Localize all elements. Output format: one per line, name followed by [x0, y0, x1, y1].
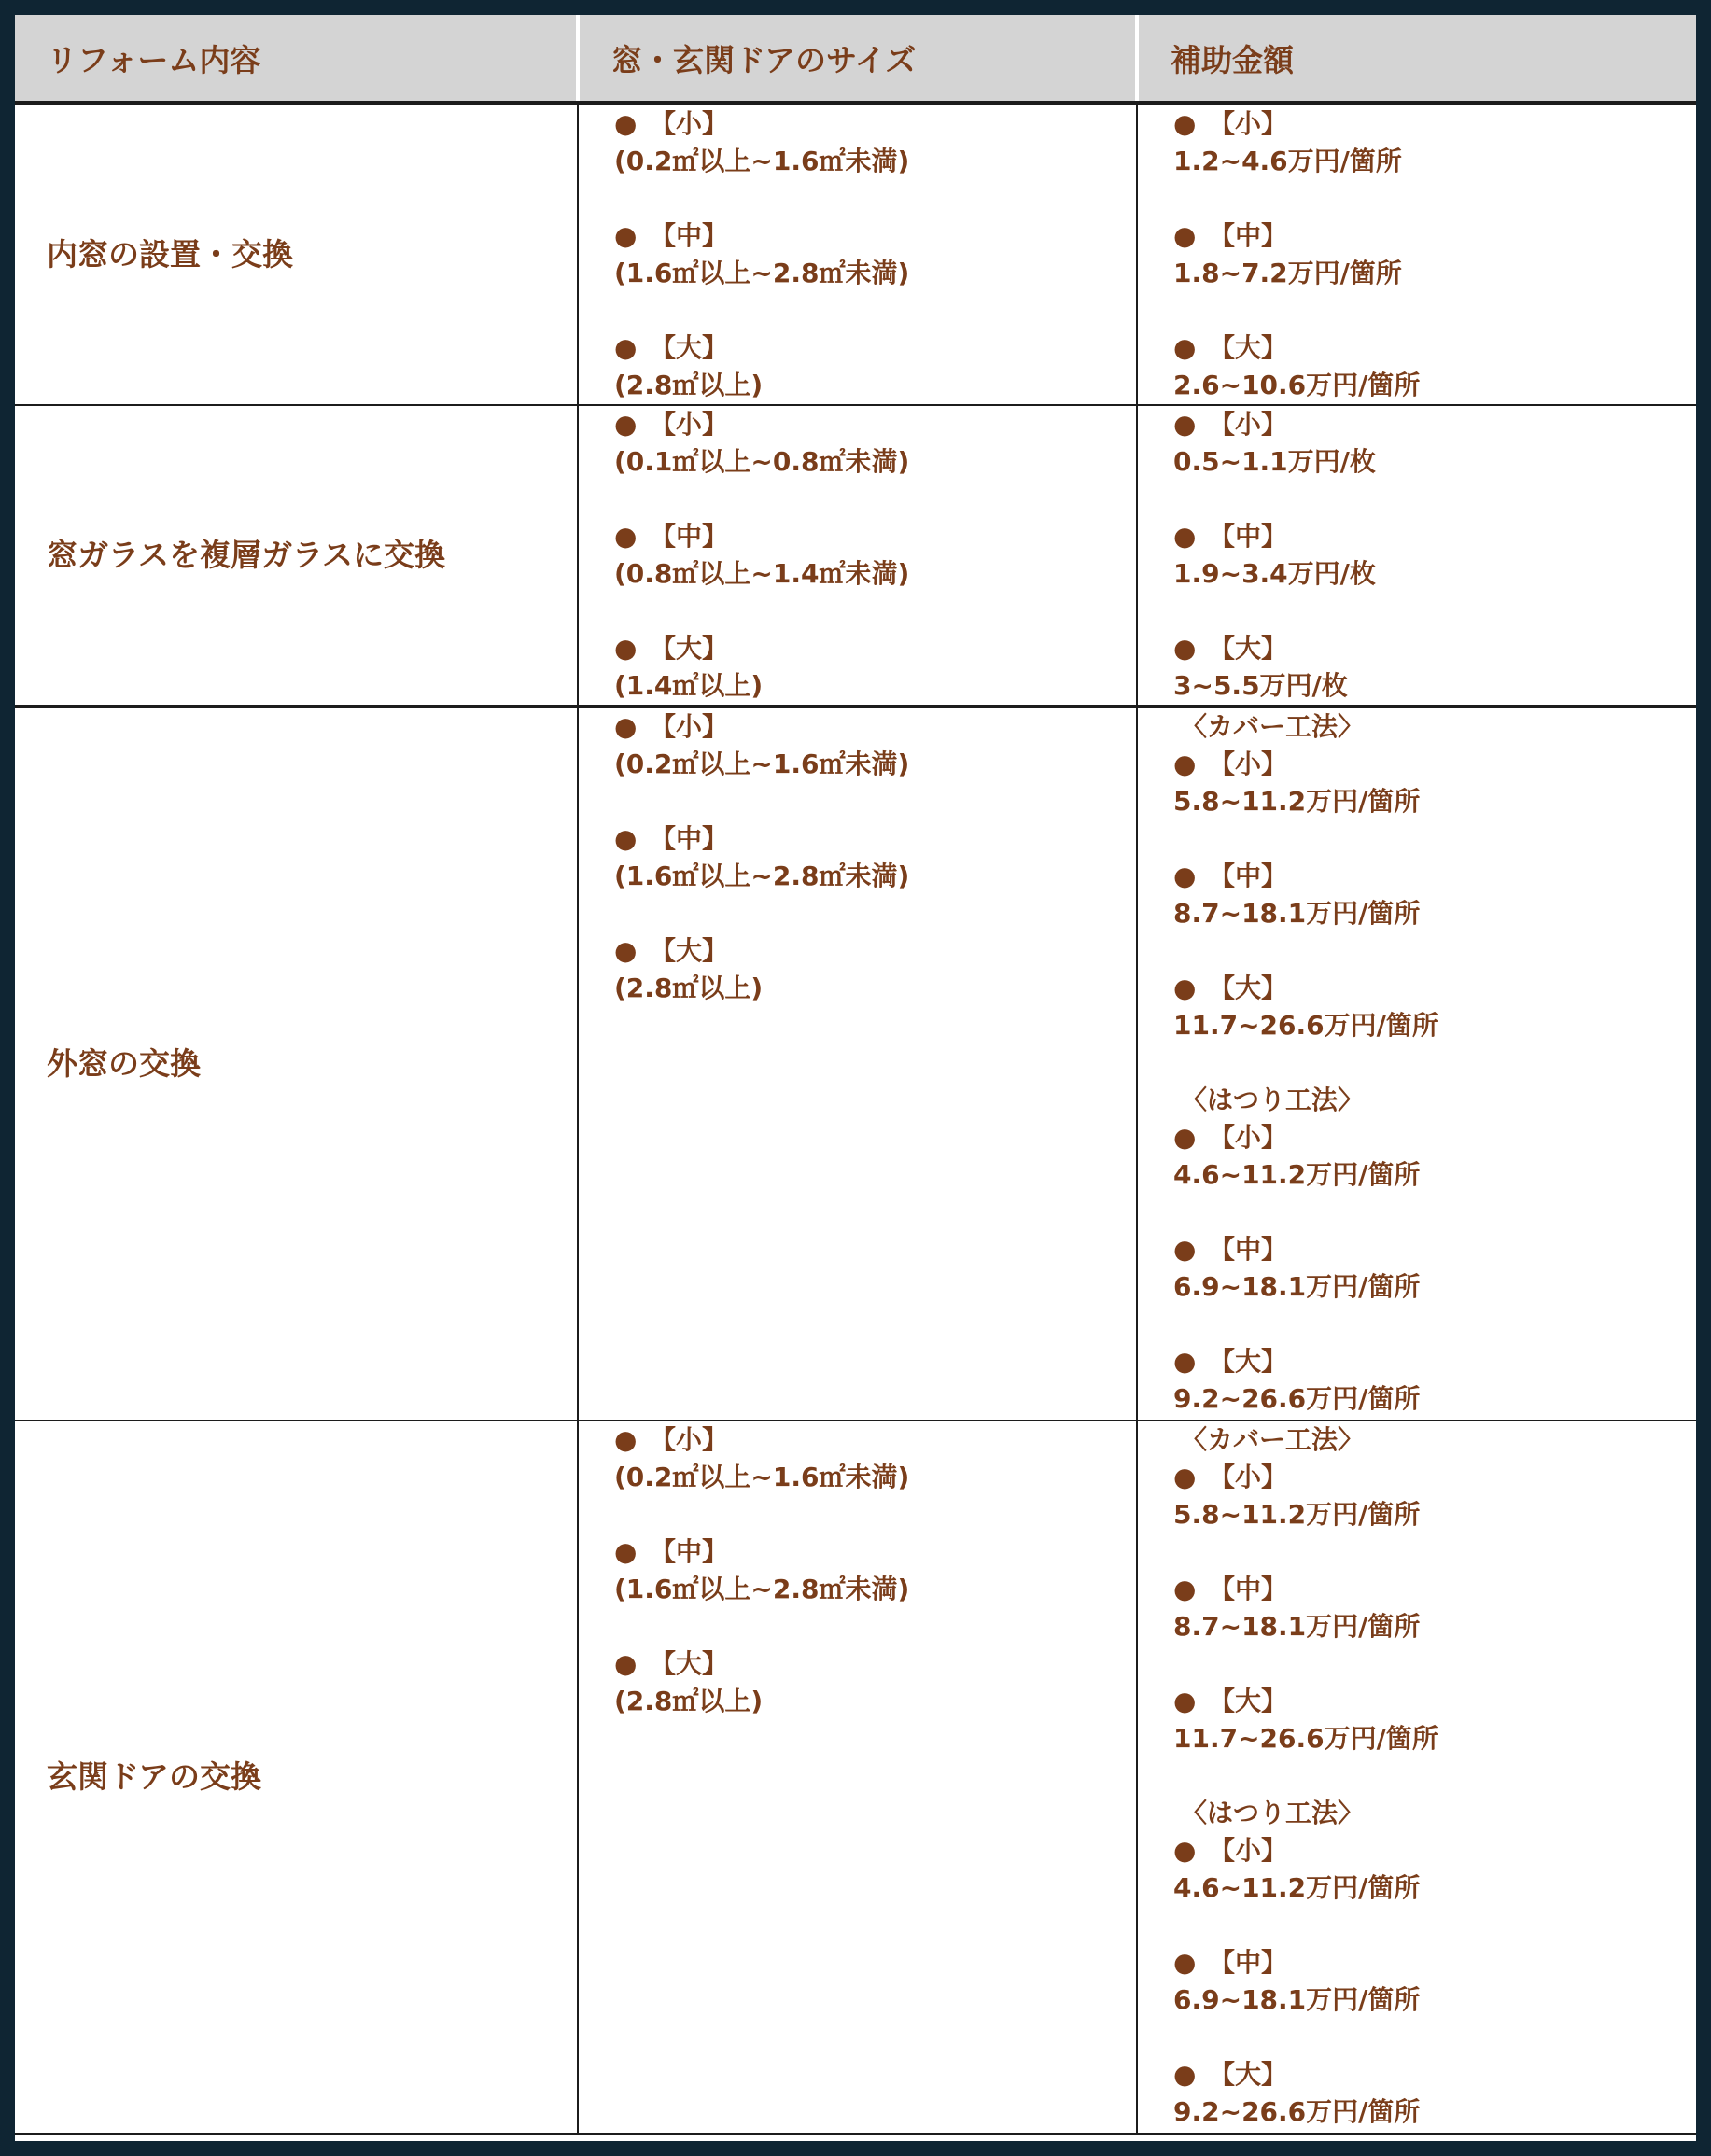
- amount-value: 9.2~26.6万円/箇所: [1173, 2096, 1421, 2127]
- subsidy-table-frame: [15, 15, 1696, 2141]
- size-cell: ● 【小】 (0.2㎡以上~1.6㎡未満) ● 【中】 (1.6㎡以上~2.8㎡未満) ● 【大】 (2.8㎡以上): [578, 1421, 1137, 2134]
- size-cell: ● 【小】 (0.1㎡以上~0.8㎡未満) ● 【中】 (0.8㎡以上~1.4㎡未満) ● 【大】 (1.4㎡以上): [578, 405, 1137, 707]
- size-label: 【中】: [650, 521, 729, 552]
- amount-value: 1.2~4.6万円/箇所: [1173, 146, 1402, 176]
- table-row: [15, 405, 1696, 707]
- size-range: (1.4㎡以上): [614, 670, 764, 701]
- amount-value: 0.5~1.1万円/枚: [1173, 446, 1376, 477]
- size-label: 【小】: [650, 409, 729, 440]
- amount-label: 【小】: [1209, 409, 1288, 440]
- size-range: (1.6㎡以上~2.8㎡未満): [614, 1574, 910, 1604]
- amount-label: 【中】: [1209, 1234, 1288, 1265]
- amount-value: 4.6~11.2万円/箇所: [1173, 1159, 1421, 1190]
- size-label: 【中】: [650, 220, 729, 251]
- size-range: (0.2㎡以上~1.6㎡未満): [614, 146, 910, 176]
- size-label: 【大】: [650, 935, 729, 966]
- amount-label: 【大】: [1209, 2059, 1288, 2090]
- size-cell: ● 【小】 (0.2㎡以上~1.6㎡未満) ● 【中】 (1.6㎡以上~2.8㎡未満) ● 【大】 (2.8㎡以上): [578, 707, 1137, 1421]
- size-label: 【大】: [650, 332, 729, 363]
- amount-cell: ● 【小】 0.5~1.1万円/枚 ● 【中】 1.9~3.4万円/枚 ● 【大】 3~5.5万円/枚: [1137, 405, 1696, 707]
- amount-label: 【中】: [1209, 1574, 1288, 1604]
- size-label: 【大】: [650, 633, 729, 664]
- reform-name: 窓ガラスを複層ガラスに交換: [15, 405, 578, 707]
- amount-value: 2.6~10.6万円/箇所: [1173, 370, 1421, 400]
- amount-value: 5.8~11.2万円/箇所: [1173, 1499, 1421, 1530]
- table-row: [15, 707, 1696, 1421]
- amount-label: 【中】: [1209, 521, 1288, 552]
- amount-label: 【大】: [1209, 1346, 1288, 1377]
- amount-label: 【小】: [1209, 108, 1288, 139]
- header-size: 窓・玄関ドアのサイズ: [578, 15, 1137, 104]
- amount-value: 6.9~18.1万円/箇所: [1173, 1271, 1421, 1302]
- amount-value: 8.7~18.1万円/箇所: [1173, 1611, 1421, 1642]
- amount-label: 【小】: [1209, 1462, 1288, 1492]
- method-title: 〈カバー工法〉: [1181, 711, 1365, 742]
- reform-name: 玄関ドアの交換: [15, 1421, 578, 2134]
- size-label: 【小】: [650, 711, 729, 742]
- size-range: (0.2㎡以上~1.6㎡未満): [614, 749, 910, 779]
- size-range: (2.8㎡以上): [614, 1686, 764, 1716]
- size-range: (2.8㎡以上): [614, 370, 764, 400]
- amount-value: 8.7~18.1万円/箇所: [1173, 898, 1421, 929]
- header-reform-content: リフォーム内容: [15, 15, 578, 104]
- amount-cell: 〈カバー工法〉 ● 【小】 5.8~11.2万円/箇所 ● 【中】 8.7~18.1万円/箇所 ● 【大】 11.7~26.6万円/箇所 〈はつり工法〉 ● 【小】 4.6~11.2万円/箇所 ● 【中】 6.9~18.1万円/箇所 ● 【大】 9.2~26.6万円/箇所: [1137, 1421, 1696, 2134]
- method-title: 〈カバー工法〉: [1181, 1424, 1365, 1455]
- amount-value: 1.8~7.2万円/箇所: [1173, 258, 1402, 288]
- amount-label: 【大】: [1209, 633, 1288, 664]
- amount-label: 【中】: [1209, 220, 1288, 251]
- amount-label: 【中】: [1209, 1947, 1288, 1978]
- reform-name: 外窓の交換: [15, 707, 578, 1421]
- amount-value: 6.9~18.1万円/箇所: [1173, 1984, 1421, 2015]
- size-range: (1.6㎡以上~2.8㎡未満): [614, 861, 910, 891]
- amount-label: 【中】: [1209, 861, 1288, 891]
- amount-label: 【小】: [1209, 1835, 1288, 1866]
- reform-name: 内窓の設置・交換: [15, 104, 578, 406]
- size-range: (0.2㎡以上~1.6㎡未満): [614, 1462, 910, 1492]
- amount-label: 【大】: [1209, 332, 1288, 363]
- size-label: 【大】: [650, 1648, 729, 1679]
- size-label: 【中】: [650, 1536, 729, 1567]
- size-range: (0.1㎡以上~0.8㎡未満): [614, 446, 910, 477]
- table-row: [15, 104, 1696, 406]
- amount-value: 9.2~26.6万円/箇所: [1173, 1383, 1421, 1414]
- method-title: 〈はつり工法〉: [1181, 1798, 1365, 1828]
- size-range: (0.8㎡以上~1.4㎡未満): [614, 558, 910, 589]
- method-title: 〈はつり工法〉: [1181, 1085, 1365, 1115]
- amount-value: 4.6~11.2万円/箇所: [1173, 1872, 1421, 1903]
- size-label: 【小】: [650, 1424, 729, 1455]
- size-cell: ● 【小】 (0.2㎡以上~1.6㎡未満) ● 【中】 (1.6㎡以上~2.8㎡未満) ● 【大】 (2.8㎡以上): [578, 104, 1137, 406]
- size-label: 【小】: [650, 108, 729, 139]
- amount-label: 【小】: [1209, 749, 1288, 779]
- table-row: [15, 1421, 1696, 2134]
- subsidy-table: [15, 15, 1696, 2135]
- amount-value: 5.8~11.2万円/箇所: [1173, 786, 1421, 817]
- amount-label: 【大】: [1209, 973, 1288, 1003]
- amount-value: 1.9~3.4万円/枚: [1173, 558, 1376, 589]
- size-label: 【中】: [650, 823, 729, 854]
- amount-value: 3~5.5万円/枚: [1173, 670, 1348, 701]
- amount-value: 11.7~26.6万円/箇所: [1173, 1010, 1438, 1041]
- size-range: (1.6㎡以上~2.8㎡未満): [614, 258, 910, 288]
- amount-value: 11.7~26.6万円/箇所: [1173, 1723, 1438, 1754]
- header-subsidy-amount: 補助金額: [1137, 15, 1696, 104]
- amount-cell: ● 【小】 1.2~4.6万円/箇所 ● 【中】 1.8~7.2万円/箇所 ● 【大】 2.6~10.6万円/箇所: [1137, 104, 1696, 406]
- amount-label: 【小】: [1209, 1122, 1288, 1153]
- header-row: [15, 15, 1696, 104]
- amount-cell: 〈カバー工法〉 ● 【小】 5.8~11.2万円/箇所 ● 【中】 8.7~18.1万円/箇所 ● 【大】 11.7~26.6万円/箇所 〈はつり工法〉 ● 【小】 4.6~11.2万円/箇所 ● 【中】 6.9~18.1万円/箇所 ● 【大】 9.2~26.6万円/箇所: [1137, 707, 1696, 1421]
- size-range: (2.8㎡以上): [614, 973, 764, 1003]
- amount-label: 【大】: [1209, 1686, 1288, 1716]
